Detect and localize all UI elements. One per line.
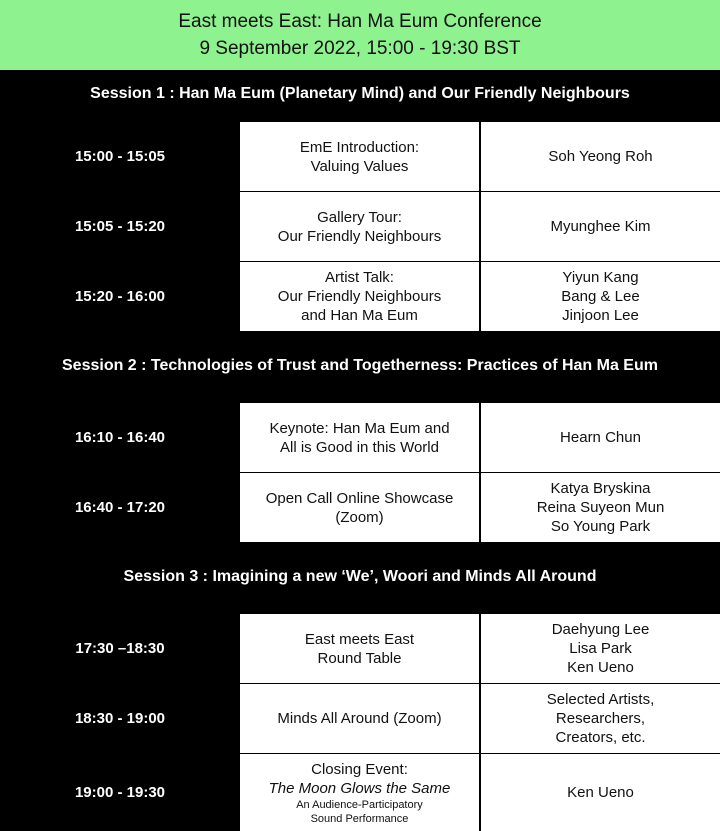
conference-title: East meets East: Han Ma Eum Conference bbox=[178, 11, 542, 32]
speaker-cell bbox=[481, 261, 720, 331]
speaker-name: Bang & Lee bbox=[561, 288, 640, 305]
speaker-name: Creators, etc. bbox=[555, 729, 646, 746]
event-title-cell bbox=[240, 613, 480, 683]
speaker-name: So Young Park bbox=[550, 518, 651, 535]
event-title-line: EmE Introduction: bbox=[299, 138, 420, 156]
schedule-row bbox=[0, 753, 720, 831]
event-title-cell bbox=[240, 261, 480, 331]
speaker-cell bbox=[481, 472, 720, 542]
schedule-row bbox=[0, 402, 720, 472]
schedule-row bbox=[0, 472, 720, 542]
speaker-name: Selected Artists, bbox=[546, 691, 655, 708]
event-title-cell bbox=[240, 402, 480, 472]
time-slot: 17:30 –18:30 bbox=[75, 639, 165, 657]
time-slot: 15:20 - 16:00 bbox=[74, 287, 166, 305]
speaker-cell bbox=[481, 613, 720, 683]
conference-date: 9 September 2022, 15:00 - 19:30 BST bbox=[199, 38, 521, 59]
event-title-cell bbox=[240, 191, 480, 261]
speaker-cell bbox=[481, 402, 720, 472]
page-header bbox=[0, 0, 720, 70]
speaker-name: Soh Yeong Roh bbox=[548, 148, 653, 165]
event-title-line: Keynote: Han Ma Eum and bbox=[269, 419, 450, 437]
time-slot: 15:05 - 15:20 bbox=[74, 217, 166, 235]
event-title-cell bbox=[240, 121, 480, 191]
event-subtitle-line: Sound Performance bbox=[310, 812, 409, 825]
speaker-name: Hearn Chun bbox=[560, 429, 641, 446]
schedule-row bbox=[0, 683, 720, 753]
event-subtitle-line: An Audience-Participatory bbox=[296, 798, 423, 811]
speaker-name: Daehyung Lee bbox=[551, 621, 650, 638]
speaker-name: Ken Ueno bbox=[567, 659, 634, 676]
time-slot: 19:00 - 19:30 bbox=[74, 783, 166, 801]
event-title-cell bbox=[240, 472, 480, 542]
speaker-name: Reina Suyeon Mun bbox=[536, 499, 665, 516]
speaker-cell bbox=[481, 753, 720, 831]
event-title-cell bbox=[240, 683, 480, 753]
event-title-line: Artist Talk: bbox=[325, 269, 394, 286]
speaker-cell bbox=[481, 683, 720, 753]
event-title-line: (Zoom) bbox=[335, 508, 384, 526]
schedule-row bbox=[0, 613, 720, 683]
session-heading: Session 1 : Han Ma Eum (Planetary Mind) and Our Friendly Neighbours bbox=[90, 85, 630, 102]
schedule-row bbox=[0, 121, 720, 191]
event-title-line: Our Friendly Neighbours bbox=[277, 288, 442, 305]
speaker-name: Yiyun Kang bbox=[562, 269, 639, 286]
event-title-line: All is Good in this World bbox=[280, 438, 439, 456]
speaker-name: Myunghee Kim bbox=[550, 218, 651, 235]
time-slot: 16:10 - 16:40 bbox=[74, 428, 166, 446]
speaker-cell bbox=[481, 121, 720, 191]
event-title-line: Valuing Values bbox=[310, 157, 409, 175]
speaker-name: Jinjoon Lee bbox=[562, 307, 639, 324]
time-slot: 18:30 - 19:00 bbox=[74, 709, 166, 727]
schedule-row bbox=[0, 191, 720, 261]
speaker-cell bbox=[481, 191, 720, 261]
event-title-line: East meets East bbox=[304, 630, 415, 648]
event-title-line: Gallery Tour: bbox=[317, 208, 402, 226]
event-title-cell bbox=[240, 753, 480, 831]
event-title-line: Closing Event: bbox=[311, 760, 408, 778]
session-heading: Session 3 : Imagining a new ‘We’, Woori and Minds All Around bbox=[123, 568, 597, 585]
event-title-line: Our Friendly Neighbours bbox=[277, 227, 442, 245]
time-slot: 16:40 - 17:20 bbox=[74, 498, 166, 516]
speaker-name: Katya Bryskina bbox=[550, 480, 651, 497]
schedule-row bbox=[0, 261, 720, 331]
event-title-line: Open Call Online Showcase bbox=[265, 489, 454, 507]
speaker-name: Researchers, bbox=[555, 710, 646, 727]
event-title-line: and Han Ma Eum bbox=[301, 307, 418, 324]
event-title-line: The Moon Glows the Same bbox=[268, 779, 451, 797]
session-heading: Session 2 : Technologies of Trust and Togetherness: Practices of Han Ma Eum bbox=[62, 357, 658, 374]
time-slot: 15:00 - 15:05 bbox=[74, 147, 166, 165]
speaker-name: Ken Ueno bbox=[567, 784, 634, 801]
event-title-line: Minds All Around (Zoom) bbox=[277, 710, 442, 727]
speaker-name: Lisa Park bbox=[569, 640, 632, 657]
event-title-line: Round Table bbox=[317, 649, 402, 667]
